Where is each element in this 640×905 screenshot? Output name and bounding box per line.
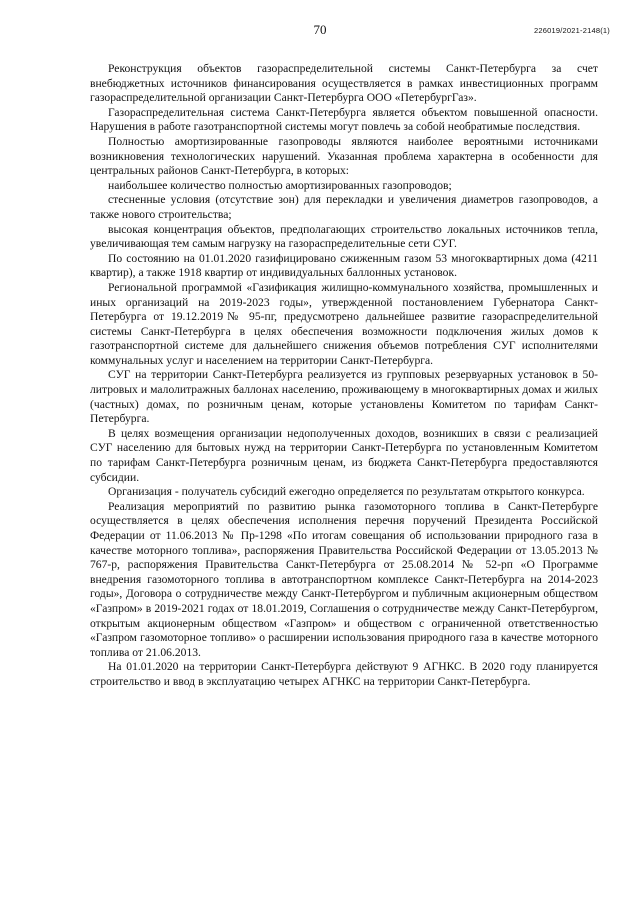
list-item: стесненные условия (отсутствие зон) для перекладки и увеличения диаметров газопроводов, а также нового строительства; <box>90 193 598 221</box>
paragraph: В целях возмещения организации недополученных доходов, возникших в связи с реализацией СУГ населению для бытовых нужд на территории Санкт-Петербурга по установленным Комитетом по тарифам Санкт-Петербурга розничным ценам, из бюджета Санкт-Петербурга предоставляются субсидии. <box>90 426 598 484</box>
paragraph: Полностью амортизированные газопроводы являются наиболее вероятными источниками возникновения технологических нарушений. Указанная проблема характерна в особенности для центральных районов Санкт-Петербурга, в которых: <box>90 134 598 178</box>
paragraph: Реконструкция объектов газораспределительной системы Санкт-Петербурга за счет внебюджетных источников финансирования осуществляется в рамках инвестиционных программ газораспределительной организации Санкт-Петербурга ООО «ПетербургГаз». <box>90 62 598 105</box>
paragraph: Газораспределительная система Санкт-Петербурга является объектом повышенной опасности. Нарушения в работе газотранспортной системы могут повлечь за собой необратимые последствия. <box>90 105 598 134</box>
paragraph: На 01.01.2020 на территории Санкт-Петербурга действуют 9 АГНКС. В 2020 году планируется строительство и ввод в эксплуатацию четырех АГНКС на территории Санкт-Петербурга. <box>90 660 598 688</box>
paragraph: По состоянию на 01.01.2020 газифицировано сжиженным газом 53 многоквартирных дома (4211 квартир), а также 1918 квартир от индивидуальных баллонных установок. <box>90 251 598 280</box>
paragraph: Организация - получатель субсидий ежегодно определяется по результатам открытого конкурса. <box>108 485 585 499</box>
paragraph: Региональной программой «Газификация жилищно-коммунального хозяйства, промышленных и иных организаций на 2019-2023 годы», утвержденной постановлением Губернатора Санкт-Петербурга от 19.12.2019№ 95-пг, предусмотрено дальнейшее развитие газораспределительной системы Санкт-Петербурга в целях обеспечения возможности подключения жилых домов к газотранспортной системе для дальнейшего снижения объемов потребления СУГ исполнителями коммунальных услуг и населением на территории Санкт-Петербурга. <box>90 280 598 367</box>
list-item: высокая концентрация объектов, предполагающих строительство локальных источников тепла, увеличивающая тем самым нагрузку на газораспределительные сети СУГ. <box>90 222 598 251</box>
page-number: 70 <box>313 22 327 37</box>
paragraph: Реализация мероприятий по развитию рынка газомоторного топлива в Санкт-Петербурге осуществляется в целях обеспечения исполнения перечня поручений Президента Российской Федерации от 11.06.2013 № Пр-1298 «По итогам совещания об использовании природного газа в качестве моторного топлива», распоряжения Правительства Российской Федерации от 13.05.2013 № 767-р, распоряжения Правительства Санкт-Петербурга от 25.08.2014 № 52-рп «О Программе внедрения газомоторного топлива в автотранспортном комплексе Санкт-Петербурга на 2014-2023 годы», Договора о сотрудничестве между Санкт-Петербургом и публичным акционерным обществом «Газпром» в 2019-2021 годах от 18.01.2019, Соглашения о сотрудничестве между Санкт-Петербургом, открытым акционерным обществом «Газпром» и обществом с ограниченной ответственностью «Газпром газомоторное топливо» о расширении использования природного газа в качестве моторного топлива от 21.06.2013. <box>90 499 598 659</box>
list-item: наибольшее количество полностью амортизированных газопроводов; <box>108 178 452 192</box>
body-text <box>90 62 598 690</box>
paragraph: СУГ на территории Санкт-Петербурга реализуется из групповых резервуарных установок в 50-литровых и малолитражных баллонах населению, проживающему в многоквартирных домах и жилых (частных) домах, по розничным ценам, которые установлены Комитетом по тарифам Санкт-Петербурга. <box>90 368 598 426</box>
document-id: 226019/2021-2148(1) <box>534 26 610 35</box>
